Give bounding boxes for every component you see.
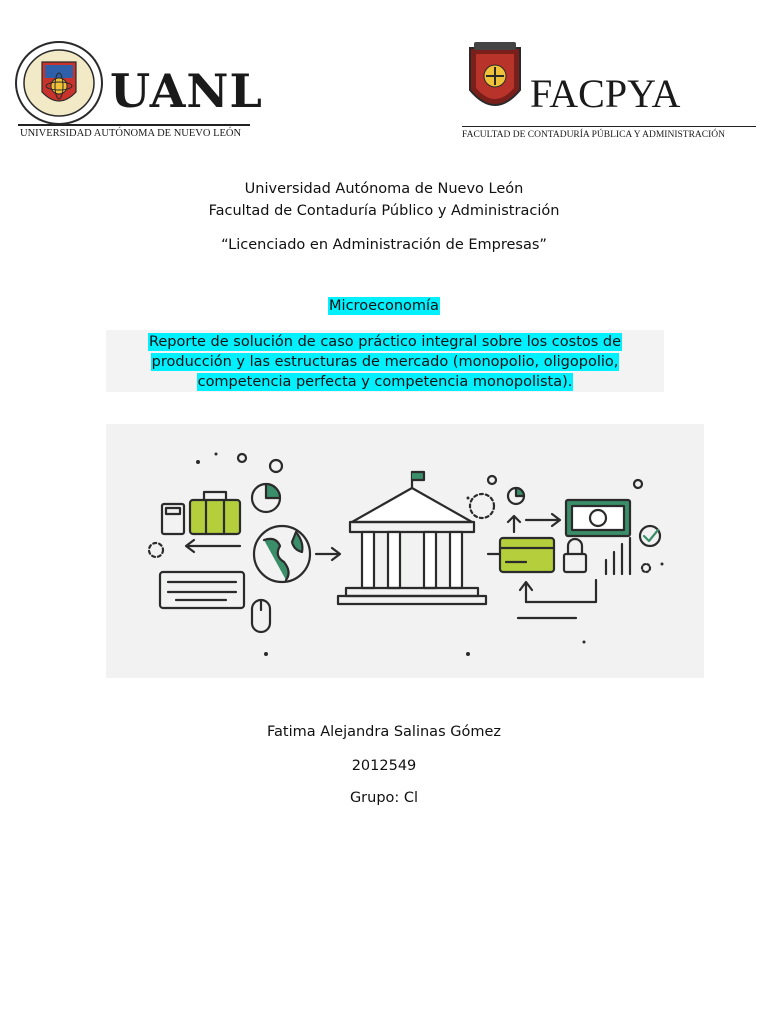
degree-name: “Licenciado en Administración de Empresas” <box>221 237 547 253</box>
report-line: competencia perfecta y competencia monopolista). <box>197 374 573 390</box>
report-line: producción y las estructuras de mercado (monopolio, oligopolio, <box>151 354 619 370</box>
uanl-logo <box>14 34 263 144</box>
uanl-seal-icon <box>14 40 104 126</box>
facpya-subtitle: FACULTAD DE CONTADURÍA PÚBLICA Y ADMINISTRACIÓN <box>462 130 725 140</box>
student-group: Grupo: Cl <box>349 790 419 806</box>
student-name: Fatima Alejandra Salinas Gómez <box>266 724 501 740</box>
uanl-rule <box>18 124 250 126</box>
facpya-logo <box>458 36 758 146</box>
report-line: Reporte de solución de caso práctico integral sobre los costos de <box>148 334 622 350</box>
facpya-seal-icon <box>462 40 528 122</box>
university-name: Universidad Autónoma de Nuevo León <box>244 181 524 197</box>
logo-header <box>0 30 768 150</box>
subject-title: Microeconomía <box>329 298 439 314</box>
uanl-subtitle: UNIVERSIDAD AUTÓNOMA DE NUEVO LEÓN <box>20 128 242 139</box>
report-title <box>106 332 664 392</box>
student-id: 2012549 <box>351 758 417 774</box>
finance-illustration <box>106 424 704 678</box>
degree-block <box>0 234 768 256</box>
uanl-wordmark: UANL <box>110 64 263 118</box>
institution-block <box>0 178 768 222</box>
faculty-name: Facultad de Contaduría Público y Administración <box>208 203 560 219</box>
subject-block <box>0 298 768 314</box>
finance-bank-illustration-icon <box>106 424 704 678</box>
facpya-rule <box>462 126 756 127</box>
facpya-wordmark: FACPYA <box>530 71 681 116</box>
